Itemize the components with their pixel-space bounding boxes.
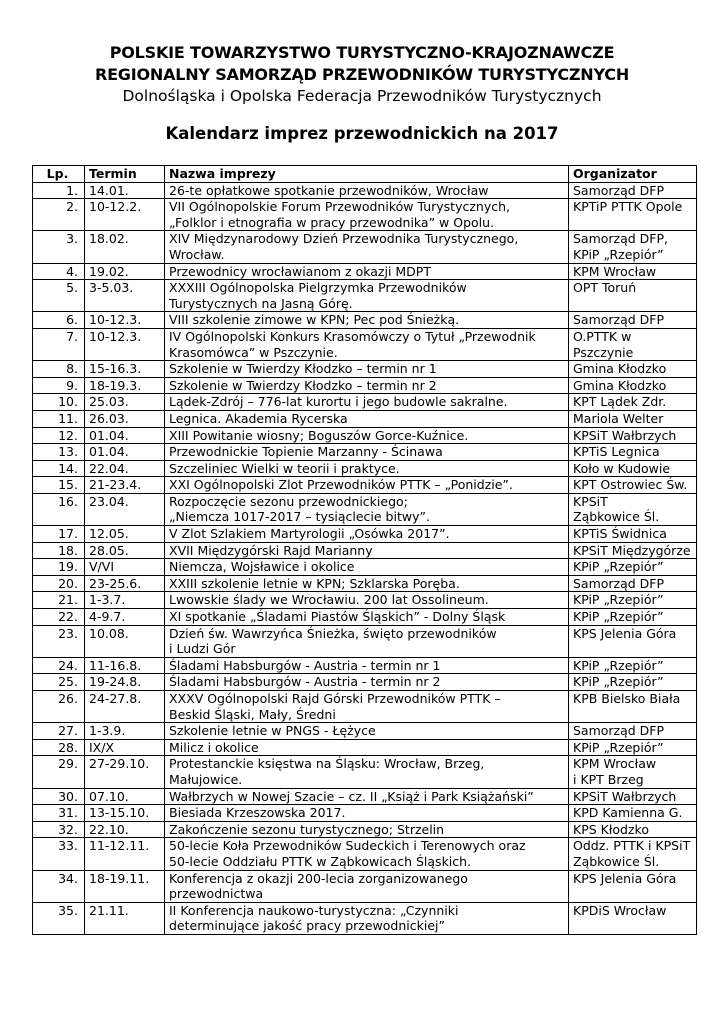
cell-organizator (569, 280, 697, 312)
event-name-line: Wrocław. (169, 246, 225, 262)
cell-nazwa (165, 592, 569, 609)
cell-termin: 19.02. (85, 263, 165, 280)
event-name-line: Zakończenie sezonu turystycznego; Strzelin (169, 821, 445, 837)
table-row (33, 410, 697, 427)
organizer-line: Ząbkowice Śl. (573, 853, 660, 869)
cell-organizator (569, 821, 697, 838)
column-header-termin: Termin (85, 166, 165, 183)
cell-termin: 28.05. (85, 542, 165, 559)
organizer-line: KPDiS Wrocław (573, 902, 667, 918)
cell-lp: 30. (33, 788, 85, 805)
cell-nazwa (165, 477, 569, 494)
event-name-line: Przewodnickie Topienie Marzanny - Ścinawa (169, 444, 443, 460)
cell-termin: 13-15.10. (85, 805, 165, 822)
event-name-line: przewodnictwa (169, 886, 264, 902)
cell-organizator (569, 592, 697, 609)
cell-lp: 10. (33, 394, 85, 411)
cell-organizator (569, 410, 697, 427)
cell-nazwa (165, 691, 569, 723)
cell-organizator (569, 805, 697, 822)
organizer-line: KPT Lądek Zdr. (573, 394, 667, 410)
cell-lp: 29. (33, 756, 85, 788)
cell-nazwa (165, 609, 569, 626)
cell-organizator (569, 609, 697, 626)
event-name-line: „Folklor i etnografia w pracy przewodnika” w Opolu. (169, 214, 495, 230)
event-name-line: XVII Międzygórski Rajd Marianny (169, 542, 373, 558)
table-row (33, 756, 697, 788)
cell-nazwa (165, 805, 569, 822)
cell-nazwa (165, 542, 569, 559)
cell-organizator (569, 526, 697, 543)
cell-lp: 31. (33, 805, 85, 822)
council-name: REGIONALNY SAMORZĄD PRZEWODNIKÓW TURYSTYCZNYCH (94, 65, 630, 84)
organizer-line: KPM Wrocław (573, 263, 657, 279)
event-name-line: Turystycznych na Jasną Górę. (169, 295, 353, 311)
cell-nazwa (165, 526, 569, 543)
cell-organizator (569, 394, 697, 411)
cell-lp: 35. (33, 902, 85, 934)
cell-termin: 22.10. (85, 821, 165, 838)
organizer-line: KPT Ostrowiec Św. (573, 477, 688, 493)
event-name-line: Szkolenie w Twierdzy Kłodzko – termin nr 2 (169, 377, 437, 393)
cell-lp: 34. (33, 870, 85, 902)
organizer-line: KPS Kłodzko (573, 821, 649, 837)
cell-lp: 4. (33, 263, 85, 280)
event-name-line: Konferencja z okazji 200-lecia zorganizowanego (169, 870, 468, 886)
cell-organizator (569, 657, 697, 674)
cell-nazwa (165, 394, 569, 411)
cell-lp: 5. (33, 280, 85, 312)
cell-nazwa (165, 788, 569, 805)
organizer-line: KPTiS Legnica (573, 444, 660, 460)
table-row (33, 821, 697, 838)
cell-termin: IX/X (85, 739, 165, 756)
cell-lp: 32. (33, 821, 85, 838)
organizer-line: Oddz. PTTK i KPSiT (573, 838, 691, 854)
cell-termin: 23-25.6. (85, 575, 165, 592)
cell-organizator (569, 723, 697, 740)
table-row (33, 739, 697, 756)
event-name-line: Rozpoczęcie sezonu przewodnickiego; (169, 493, 408, 509)
table-header-row (33, 166, 697, 183)
organizer-line: KPM Wrocław (573, 756, 657, 772)
cell-lp: 18. (33, 542, 85, 559)
event-name-line: Biesiada Krzeszowska 2017. (169, 805, 346, 821)
table-row (33, 477, 697, 494)
cell-lp: 7. (33, 328, 85, 360)
cell-termin: 23.04. (85, 493, 165, 525)
document-title: Kalendarz imprez przewodnickich na 2017 (165, 124, 559, 143)
table-row (33, 592, 697, 609)
event-name-line: V Zlot Szlakiem Martyrologii „Osówka 2017”. (169, 526, 450, 542)
cell-lp: 8. (33, 361, 85, 378)
cell-lp: 17. (33, 526, 85, 543)
table-row (33, 526, 697, 543)
cell-termin: 1-3.7. (85, 592, 165, 609)
cell-termin: 01.04. (85, 427, 165, 444)
organizer-line: Samorząd DFP (573, 312, 665, 328)
table-row (33, 838, 697, 870)
organizer-line: KPiP „Rzepiór” (573, 674, 664, 690)
table-row (33, 199, 697, 231)
cell-lp: 16. (33, 493, 85, 525)
cell-termin: 25.03. (85, 394, 165, 411)
event-name-line: VIII szkolenie zimowe w KPN; Pec pod Śnieżką. (169, 312, 460, 328)
organizer-line: KPiP „Rzepiór” (573, 739, 664, 755)
table-row (33, 280, 697, 312)
cell-termin: 24-27.8. (85, 691, 165, 723)
cell-termin: 10-12.2. (85, 199, 165, 231)
cell-termin: 12.05. (85, 526, 165, 543)
cell-termin: 07.10. (85, 788, 165, 805)
event-name-line: XXIII szkolenie letnie w KPN; Szklarska Poręba. (169, 575, 460, 591)
table-row (33, 902, 697, 934)
organizer-line: KPTiP PTTK Opole (573, 199, 683, 215)
cell-nazwa (165, 199, 569, 231)
table-row (33, 674, 697, 691)
cell-lp: 3. (33, 231, 85, 263)
table-row (33, 723, 697, 740)
events-table (32, 165, 697, 935)
event-name-line: Beskid Śląski, Mały, Średni (169, 706, 336, 722)
event-name-line: II Konferencja naukowo-turystyczna: „Czynniki (169, 902, 459, 918)
event-name-line: Legnica. Akademia Rycerska (169, 410, 348, 426)
event-name-line: Lwowskie ślady we Wrocławiu. 200 lat Ossolineum. (169, 592, 489, 608)
table-row (33, 328, 697, 360)
cell-nazwa (165, 361, 569, 378)
organizer-line: KPiP „Rzepiór” (573, 592, 664, 608)
cell-organizator (569, 788, 697, 805)
event-name-line: Przewodnicy wrocławianom z okazji MDPT (169, 263, 431, 279)
event-name-line: Szkolenie w Twierdzy Kłodzko – termin nr 1 (169, 361, 437, 377)
event-name-line: Krasomówca” w Pszczynie. (169, 344, 338, 360)
cell-termin: 21.11. (85, 902, 165, 934)
event-name-line: XI spotkanie „Śladami Piastów Śląskich” - Dolny Śląsk (169, 609, 506, 625)
organizer-line: KPS Jelenia Góra (573, 625, 677, 641)
cell-lp: 19. (33, 559, 85, 576)
cell-nazwa (165, 231, 569, 263)
cell-organizator (569, 542, 697, 559)
table-row (33, 493, 697, 525)
cell-termin: 10-12.3. (85, 312, 165, 329)
organizer-line: Gmina Kłodzko (573, 377, 667, 393)
cell-lp: 13. (33, 444, 85, 461)
organizer-line: KPD Kamienna G. (573, 805, 683, 821)
cell-termin: 1-3.9. (85, 723, 165, 740)
cell-termin: 15-16.3. (85, 361, 165, 378)
column-header-nazwa: Nazwa imprezy (165, 166, 569, 183)
cell-nazwa (165, 280, 569, 312)
organizer-line: KPiP „Rzepiór” (573, 609, 664, 625)
event-name-line: IV Ogólnopolski Konkurs Krasomówczy o Tytuł „Przewodnik (169, 328, 536, 344)
cell-lp: 6. (33, 312, 85, 329)
cell-termin: 26.03. (85, 410, 165, 427)
cell-lp: 27. (33, 723, 85, 740)
table-row (33, 609, 697, 626)
table-row (33, 361, 697, 378)
event-name-line: 50-lecie Oddziału PTTK w Ząbkowicach Śląskich. (169, 853, 472, 869)
cell-lp: 1. (33, 182, 85, 199)
cell-nazwa (165, 739, 569, 756)
cell-organizator (569, 361, 697, 378)
cell-lp: 26. (33, 691, 85, 723)
cell-termin: 11-12.11. (85, 838, 165, 870)
organizer-line: Samorząd DFP, (573, 231, 669, 247)
cell-lp: 11. (33, 410, 85, 427)
cell-lp: 14. (33, 460, 85, 477)
organizer-line: KPiP „Rzepiór” (573, 246, 664, 262)
organizer-line: OPT Toruń (573, 280, 637, 296)
cell-organizator (569, 902, 697, 934)
cell-organizator (569, 328, 697, 360)
federation-name: Dolnośląska i Opolska Federacja Przewodników Turystycznych (122, 87, 602, 105)
organizer-line: KPSiT Wałbrzych (573, 427, 677, 443)
organizer-line: Pszczynie (573, 344, 634, 360)
cell-nazwa (165, 444, 569, 461)
event-name-line: „Niemcza 1017-2017 – tysiąclecie bitwy”. (169, 509, 430, 525)
cell-lp: 22. (33, 609, 85, 626)
cell-organizator (569, 493, 697, 525)
cell-lp: 9. (33, 377, 85, 394)
table-row (33, 231, 697, 263)
event-name-line: VII Ogólnopolskie Forum Przewodników Turystycznych, (169, 199, 510, 215)
event-name-line: XXXV Ogólnopolski Rajd Górski Przewodników PTTK – (169, 691, 501, 706)
table-row (33, 312, 697, 329)
table-row (33, 870, 697, 902)
organizer-line: KPTiS Świdnica (573, 526, 667, 542)
column-header-lp: Lp. (33, 166, 85, 183)
cell-organizator (569, 477, 697, 494)
cell-lp: 28. (33, 739, 85, 756)
cell-termin: 3-5.03. (85, 280, 165, 312)
cell-nazwa (165, 460, 569, 477)
cell-termin: 14.01. (85, 182, 165, 199)
organizer-line: KPiP „Rzepiór” (573, 657, 664, 673)
cell-lp: 25. (33, 674, 85, 691)
cell-termin: 27-29.10. (85, 756, 165, 788)
cell-nazwa (165, 328, 569, 360)
event-name-line: Śladami Habsburgów - Austria - termin nr 2 (169, 674, 441, 690)
organizer-line: Mariola Welter (573, 410, 664, 426)
table-row (33, 575, 697, 592)
cell-nazwa (165, 870, 569, 902)
cell-nazwa (165, 756, 569, 788)
cell-organizator (569, 231, 697, 263)
table-row (33, 427, 697, 444)
cell-organizator (569, 199, 697, 231)
cell-organizator (569, 559, 697, 576)
organizer-line: Samorząd DFP (573, 575, 665, 591)
cell-nazwa (165, 723, 569, 740)
cell-organizator (569, 691, 697, 723)
cell-nazwa (165, 493, 569, 525)
cell-nazwa (165, 182, 569, 199)
cell-termin: 18.02. (85, 231, 165, 263)
cell-organizator (569, 674, 697, 691)
cell-lp: 20. (33, 575, 85, 592)
column-header-organizator: Organizator (569, 166, 697, 183)
cell-organizator (569, 756, 697, 788)
cell-nazwa (165, 821, 569, 838)
organizer-line: KPiP „Rzepiór” (573, 559, 664, 575)
organizer-line: KPSiT Międzygórze (573, 542, 691, 558)
table-row (33, 691, 697, 723)
organizer-line: Gmina Kłodzko (573, 361, 667, 377)
cell-nazwa (165, 838, 569, 870)
event-name-line: Protestanckie księstwa na Śląsku: Wrocław, Brzeg, (169, 756, 485, 772)
cell-termin: 18-19.3. (85, 377, 165, 394)
organizer-line: Ząbkowice Śl. (573, 509, 660, 525)
cell-termin: 10-12.3. (85, 328, 165, 360)
table-row (33, 182, 697, 199)
table-row (33, 788, 697, 805)
table-row (33, 394, 697, 411)
organization-name: POLSKIE TOWARZYSTWO TURYSTYCZNO-KRAJOZNAWCZE (109, 43, 615, 62)
cell-lp: 33. (33, 838, 85, 870)
cell-lp: 24. (33, 657, 85, 674)
cell-organizator (569, 870, 697, 902)
cell-nazwa (165, 657, 569, 674)
event-name-line: i Ludzi Gór (169, 641, 236, 657)
organizer-line: KPS Jelenia Góra (573, 870, 677, 886)
cell-nazwa (165, 377, 569, 394)
cell-organizator (569, 444, 697, 461)
table-row (33, 559, 697, 576)
cell-termin: 01.04. (85, 444, 165, 461)
cell-nazwa (165, 902, 569, 934)
event-name-line: Niemcza, Wojsławice i okolice (169, 559, 355, 575)
cell-lp: 15. (33, 477, 85, 494)
event-name-line: Śladami Habsburgów - Austria - termin nr 1 (169, 657, 441, 673)
event-name-line: XIV Międzynarodowy Dzień Przewodnika Turystycznego, (169, 231, 519, 247)
cell-termin: 21-23.4. (85, 477, 165, 494)
cell-termin: 11-16.8. (85, 657, 165, 674)
cell-nazwa (165, 575, 569, 592)
organizer-line: Samorząd DFP (573, 182, 665, 198)
cell-lp: 23. (33, 625, 85, 657)
event-name-line: 50-lecie Koła Przewodników Sudeckich i Terenowych oraz (169, 838, 526, 854)
organizer-line: O.PTTK w (573, 328, 632, 344)
cell-termin: 22.04. (85, 460, 165, 477)
cell-organizator (569, 427, 697, 444)
event-name-line: Wałbrzych w Nowej Szacie – cz. II „Książ i Park Książański” (169, 788, 534, 804)
table-row (33, 542, 697, 559)
cell-organizator (569, 312, 697, 329)
organizer-line: i KPT Brzeg (573, 771, 644, 787)
event-name-line: Szkolenie letnie w PNGS - Łężyce (169, 723, 376, 739)
organizer-line: Koło w Kudowie (573, 460, 671, 476)
table-row (33, 263, 697, 280)
event-name-line: Lądek-Zdrój – 776-lat kurortu i jego budowle sakralne. (169, 394, 508, 410)
event-name-line: XIII Powitanie wiosny; Boguszów Gorce-Kuźnice. (169, 427, 469, 443)
cell-termin: 4-9.7. (85, 609, 165, 626)
organizer-line: Samorząd DFP (573, 723, 665, 739)
cell-termin: 10.08. (85, 625, 165, 657)
cell-organizator (569, 739, 697, 756)
cell-nazwa (165, 674, 569, 691)
cell-nazwa (165, 427, 569, 444)
cell-nazwa (165, 263, 569, 280)
cell-nazwa (165, 559, 569, 576)
organizer-line: KPB Bielsko Biała (573, 691, 681, 706)
table-row (33, 444, 697, 461)
cell-lp: 21. (33, 592, 85, 609)
event-name-line: determinujące jakość pracy przewodnickiej” (169, 918, 445, 934)
cell-nazwa (165, 410, 569, 427)
cell-organizator (569, 575, 697, 592)
cell-organizator (569, 460, 697, 477)
event-name-line: Dzień św. Wawrzyńca Śnieżka, święto przewodników (169, 625, 497, 641)
cell-organizator (569, 838, 697, 870)
cell-lp: 12. (33, 427, 85, 444)
cell-nazwa (165, 312, 569, 329)
cell-organizator (569, 263, 697, 280)
event-name-line: Szczeliniec Wielki w teorii i praktyce. (169, 460, 400, 476)
organizer-line: KPSiT Wałbrzych (573, 788, 677, 804)
cell-lp: 2. (33, 199, 85, 231)
event-name-line: Małujowice. (169, 771, 243, 787)
event-name-line: XXI Ogólnopolski Zlot Przewodników PTTK – „Ponidzie”. (169, 477, 513, 493)
cell-nazwa (165, 625, 569, 657)
cell-termin: 19-24.8. (85, 674, 165, 691)
table-row (33, 625, 697, 657)
table-row (33, 805, 697, 822)
cell-organizator (569, 182, 697, 199)
cell-termin: 18-19.11. (85, 870, 165, 902)
table-row (33, 377, 697, 394)
cell-organizator (569, 625, 697, 657)
cell-termin: V/VI (85, 559, 165, 576)
organizer-line: KPSiT (573, 493, 608, 509)
table-row (33, 657, 697, 674)
cell-organizator (569, 377, 697, 394)
event-name-line: XXXIII Ogólnopolska Pielgrzymka Przewodników (169, 280, 467, 296)
event-name-line: Milicz i okolice (169, 739, 259, 755)
table-row (33, 460, 697, 477)
event-name-line: 26-te opłatkowe spotkanie przewodników, Wrocław (169, 182, 489, 198)
